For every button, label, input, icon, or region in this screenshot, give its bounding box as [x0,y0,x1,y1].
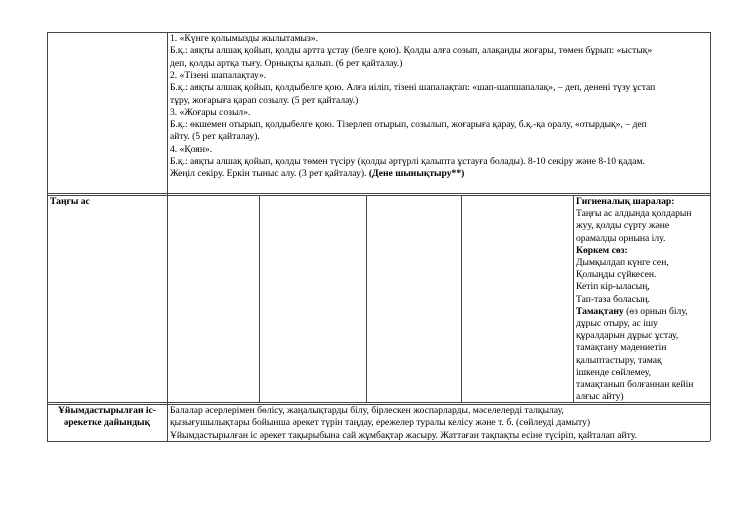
exercise-line: Б.қ.: аяқты алшақ қойып, қолды төмен түсіру (қолды әртүрлі қалыпта ұстауға болады). 8-10 секіру және 8-10 қадам. [170,156,645,167]
exercise-line: Жеңіл секіру. Еркін тыныс алу. (3 рет қайталау). (Дене шынықтыру**) [170,168,465,180]
exercise-line: Б.қ.: өкшемен отырып, қолдыбелге қою. Тізерлеп отырып, созылып, жоғарыға қарау, б.қ.-қа оралу, «отырдық», – деп [170,119,647,131]
note-line: қалыптастыру, тамақ [576,354,662,366]
note-line: жуу, қолды сүрту және [576,220,670,232]
note-line: тамақтану мәдениетін [576,342,667,354]
exercise-line: 2. «Тізені шапалақтау». [170,69,267,81]
exercise-line: айту. (5 рет қайталау). [170,131,260,143]
note-line: тамақтанып болғаннан кейін [576,379,694,391]
breakfast-col-divider-3 [461,195,462,402]
nutrition-tail: (өз орнын білу, [623,305,688,317]
exercise-line: 3. «Жоғары созыл». [170,106,251,118]
exercise-line: Б.қ.: аяқты алшақ қойып, қолды артта ұстау (белге қою). Қолды алға созып, алақанды жоғары, төмен бұрып: «ыстық» [170,45,653,57]
hygiene-heading: Гигиеналық шаралар: [576,196,675,207]
breakfast-col-divider-2 [366,195,367,402]
exercise-line: деп, қолды артқа тығу. Орнықты қалып. (6 рет қайталау.) [170,57,403,69]
note-line: Таңғы ас алдында қолдарын [576,208,692,220]
org-activity-label: Ұйымдастырылған іс- әрекетке дайындық [58,405,156,429]
poem-heading: Көркем сөз: [576,244,628,256]
poem-line: Дымқылдап күнге сен, [576,257,669,269]
poem-line: Қолыңды сүйкесен. [576,269,657,281]
table-rule-col1 [167,32,168,441]
exercise-line: 4. «Қоян». [170,143,213,155]
table-rule-row1 [47,193,710,194]
poem-line: Тап-таза боласың. [576,293,650,305]
table-rule-right [710,32,711,441]
exercise-line: Б.қ.: аяқты алшақ қойып, қолдыбелге қою. Алға иіліп, тізені шапалақтап: «шап-шапшапалақ», – деп, денені түзу ұстап [170,82,656,94]
subject-tag: (Дене шынықтыру**) [368,168,465,180]
table-rule-top [47,32,710,33]
breakfast-col-divider-4 [573,195,574,402]
table-rule-left [47,32,48,441]
nutrition-line [576,306,693,318]
note-line: ішкенде сөйлемеу, [576,366,651,378]
breakfast-notes [576,196,693,403]
note-line: орамалды орнына ілу. [576,232,666,244]
exercise-line: тұру, жоғарыға қарап созылу. (5 рет қайталау.) [170,94,359,106]
org-activity-line: Балалар әсерлерімен бөлісу, жаңалықтарды білу, бірлескен жоспарларды, мәселелерді талқылау, [170,405,564,416]
note-line: алғыс айту) [576,391,624,403]
org-activity-line: қызығушылықтары бойынша әрекет түрін таңдау, ережелер туралы келісу және т. б. (сөйлеуді дамыту) [170,417,591,429]
breakfast-col-divider-1 [259,195,260,402]
poem-line: Кетіп кір-ыласың, [576,281,650,293]
breakfast-label: Таңғы ас [50,196,90,207]
exercise-line: 1. «Күнге қолымызды жылытамыз». [170,33,318,44]
nutrition-heading: Тамақтану [576,305,624,317]
note-line: құралдарын дұрыс ұстау, [576,330,679,342]
note-line: дұрыс отыру, ас ішу [576,318,658,330]
org-activity-line: Ұйымдастырылған іс әрекет тақырыбына сай жұмбақтар жасыру. Жаттаған тақпақты есіне түсіріп, қайталап айту. [170,429,637,441]
